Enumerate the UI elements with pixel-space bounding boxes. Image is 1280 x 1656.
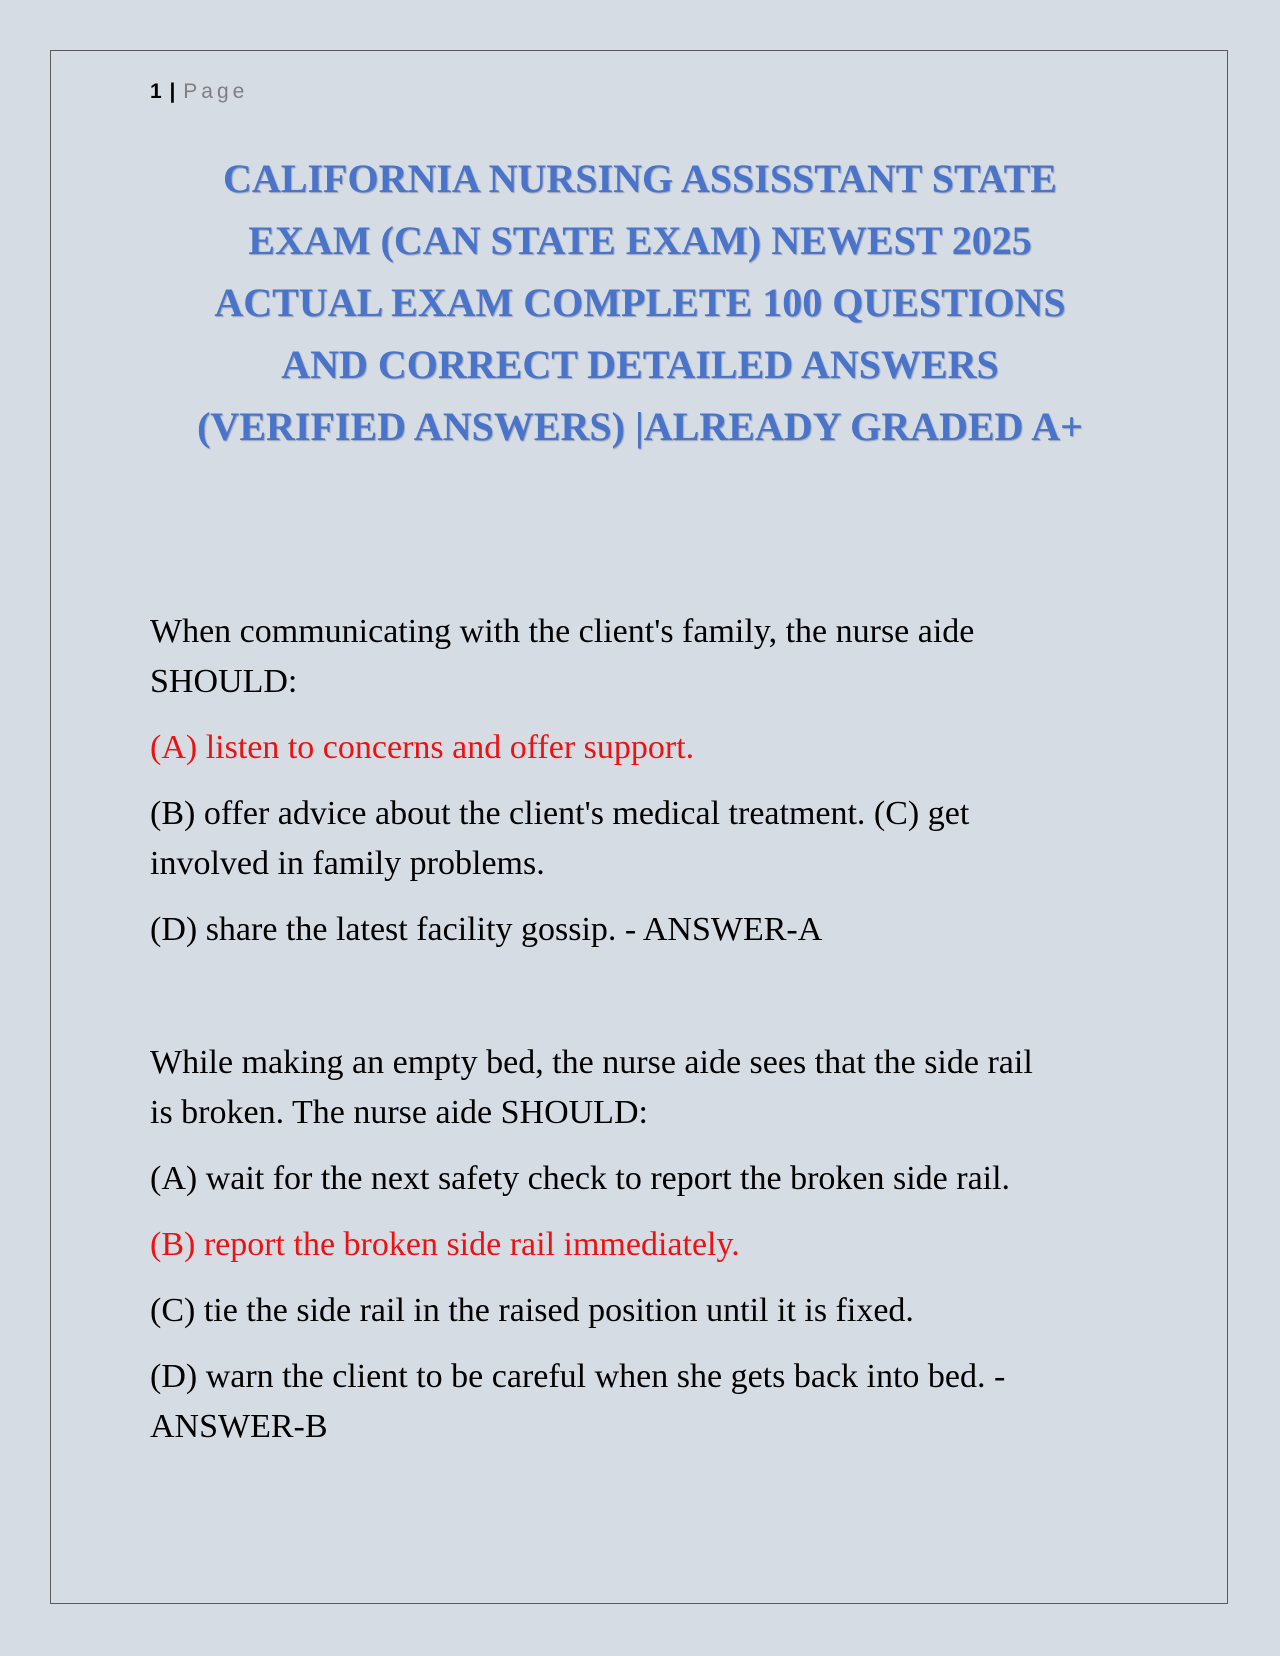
question-2-option-d-line: ANSWER-B [150,1408,328,1445]
title-line: ACTUAL EXAM COMPLETE 100 QUESTIONS [214,280,1066,325]
question-2-option-a: (A) wait for the next safety check to report the broken side rail. [150,1160,1011,1197]
question-1-option-a: (A) listen to concerns and offer support. [150,729,695,766]
title-line: EXAM (CAN STATE EXAM) NEWEST 2025 [248,218,1032,263]
page-header [150,80,248,104]
questions-content [150,607,1140,1452]
question-1-stem-line: When communicating with the client's family, the nurse aide [150,613,975,650]
title-line: CALIFORNIA NURSING ASSISSTANT STATE [223,156,1057,201]
question-1-option-bc-line: involved in family problems. [150,845,545,882]
question-2-option-b: (B) report the broken side rail immediately. [150,1226,740,1263]
question-2-option-d-line: (D) warn the client to be careful when she gets back into bed. - [150,1358,1006,1395]
question-2-option-d [150,1352,1140,1452]
question-2-option-c: (C) tie the side rail in the raised position until it is fixed. [150,1292,914,1329]
question-1-option-bc [150,789,1140,889]
question-1-stem-line: SHOULD: [150,663,298,700]
page-label: Page [183,80,249,103]
question-2-stem-line: While making an empty bed, the nurse aide sees that the side rail [150,1044,1033,1081]
question-1-option-bc-line: (B) offer advice about the client's medical treatment. (C) get [150,795,970,832]
title-line: AND CORRECT DETAILED ANSWERS [281,342,999,387]
title-line: (VERIFIED ANSWERS) |ALREADY GRADED A+ [197,404,1083,449]
document-title [150,148,1130,458]
question-2-stem-line: is broken. The nurse aide SHOULD: [150,1094,648,1131]
page-number: 1 [150,80,163,103]
question-1-option-d: (D) share the latest facility gossip. - ANSWER-A [150,911,823,948]
question-2-stem [150,1038,1140,1138]
page-separator: | [169,80,177,103]
question-1-stem [150,607,1140,707]
